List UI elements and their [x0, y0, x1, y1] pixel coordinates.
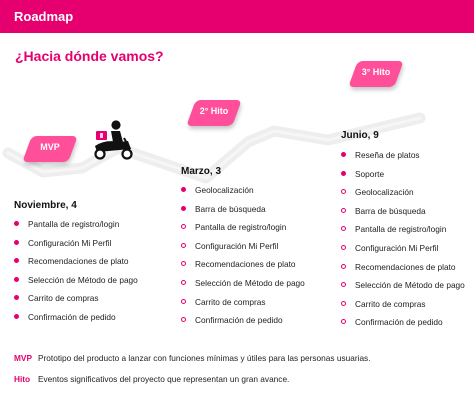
- feature-list-2: [181, 185, 305, 334]
- filled-bullet-icon: [14, 258, 19, 263]
- list-item: Carrito de compras: [341, 299, 465, 318]
- open-bullet-icon: [341, 226, 346, 231]
- filled-bullet-icon: [181, 206, 186, 211]
- list-item: Soporte: [341, 169, 465, 188]
- feature-list-1: [14, 219, 138, 331]
- legend-hito: Hito Eventos significativos del proyecto que representan un gran avance.: [14, 374, 290, 384]
- column-date-3: Junio, 9: [341, 130, 379, 141]
- list-item: Configuración Mi Perfil: [341, 243, 465, 262]
- list-item: Confirmación de pedido: [341, 317, 465, 336]
- open-bullet-icon: [181, 224, 186, 229]
- list-item: Selección de Método de pago: [341, 280, 465, 299]
- open-bullet-icon: [341, 319, 346, 324]
- legend-mvp: MVP Prototipo del producto a lanzar con funciones mínimas y útiles para las personas usuarias.: [14, 353, 371, 363]
- milestone-hito-3: 3° Hito: [353, 61, 399, 87]
- open-bullet-icon: [341, 264, 346, 269]
- list-item: Geolocalización: [181, 185, 305, 204]
- list-item: Recomendaciones de plato: [14, 256, 138, 275]
- open-bullet-icon: [341, 301, 346, 306]
- list-item: Reseña de platos: [341, 150, 465, 169]
- open-bullet-icon: [181, 299, 186, 304]
- open-bullet-icon: [341, 245, 346, 250]
- filled-bullet-icon: [14, 314, 19, 319]
- list-item: Pantalla de registro/login: [341, 224, 465, 243]
- milestone-mvp: MVP: [27, 136, 73, 162]
- list-item: Confirmación de pedido: [14, 312, 138, 331]
- list-item: Recomendaciones de plato: [341, 262, 465, 281]
- list-item: Pantalla de registro/login: [181, 222, 305, 241]
- list-item: Barra de búsqueda: [181, 204, 305, 223]
- open-bullet-icon: [181, 261, 186, 266]
- list-item: Confirmación de pedido: [181, 315, 305, 334]
- list-item: Carrito de compras: [14, 293, 138, 312]
- list-item: Configuración Mi Perfil: [181, 241, 305, 260]
- filled-bullet-icon: [181, 187, 186, 192]
- list-item: Selección de Método de pago: [14, 275, 138, 294]
- feature-list-3: [341, 150, 465, 336]
- list-item: Geolocalización: [341, 187, 465, 206]
- page-title: Roadmap: [14, 9, 74, 24]
- list-item: Pantalla de registro/login: [14, 219, 138, 238]
- filled-bullet-icon: [14, 295, 19, 300]
- filled-bullet-icon: [14, 277, 19, 282]
- open-bullet-icon: [341, 208, 346, 213]
- list-item: Carrito de compras: [181, 297, 305, 316]
- column-date-1: Noviembre, 4: [14, 200, 77, 211]
- open-bullet-icon: [181, 317, 186, 322]
- open-bullet-icon: [181, 243, 186, 248]
- list-item: Configuración Mi Perfil: [14, 238, 138, 257]
- list-item: Selección de Método de pago: [181, 278, 305, 297]
- milestone-hito-2: 2° Hito: [191, 100, 237, 126]
- column-date-2: Marzo, 3: [181, 166, 222, 177]
- filled-bullet-icon: [14, 240, 19, 245]
- list-item: Barra de búsqueda: [341, 206, 465, 225]
- filled-bullet-icon: [341, 152, 346, 157]
- open-bullet-icon: [341, 282, 346, 287]
- open-bullet-icon: [181, 280, 186, 285]
- filled-bullet-icon: [14, 221, 19, 226]
- section-question: ¿Hacia dónde vamos?: [15, 48, 164, 64]
- open-bullet-icon: [341, 189, 346, 194]
- list-item: Recomendaciones de plato: [181, 259, 305, 278]
- filled-bullet-icon: [341, 171, 346, 176]
